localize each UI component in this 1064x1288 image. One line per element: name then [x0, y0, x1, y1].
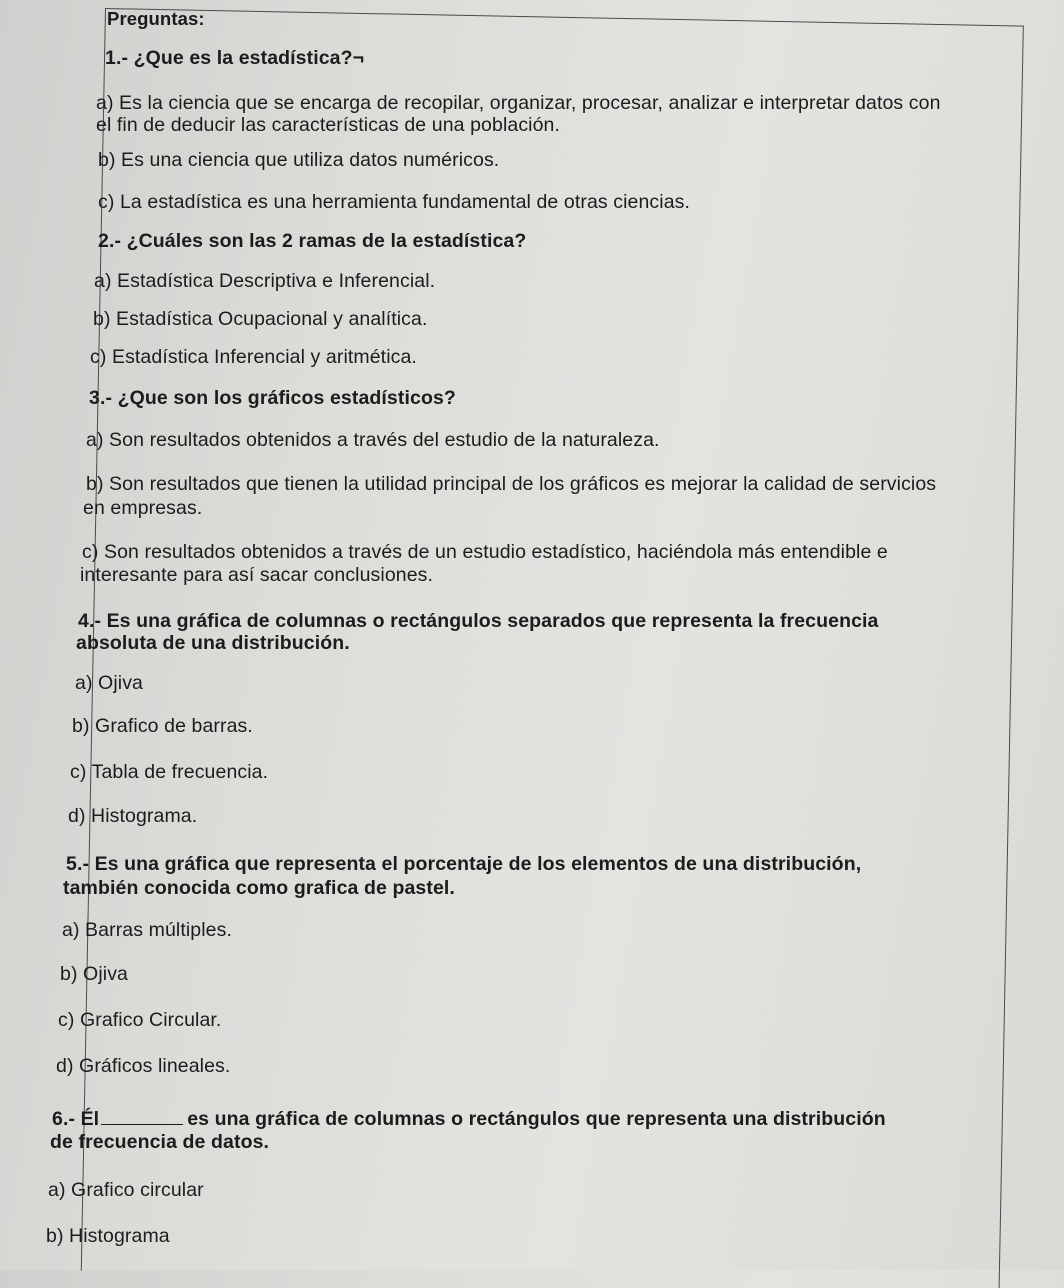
question-6-option-b: b) Histograma	[46, 1225, 170, 1247]
question-6-prompt-line-1	[52, 1107, 886, 1131]
question-3-option-b-line-1: b) Son resultados que tienen la utilidad principal de los gráficos es mejorar la calidad de servicios	[86, 473, 937, 495]
question-5-prompt-line-1: 5.- Es una gráfica que representa el porcentaje de los elementos de una distribución,	[66, 853, 862, 875]
question-1-option-c: c) La estadística es una herramienta fundamental de otras ciencias.	[98, 191, 691, 213]
question-3-option-c-line-2: interesante para así sacar conclusiones.	[80, 564, 434, 586]
question-5-option-d: d) Gráficos lineales.	[56, 1055, 231, 1077]
question-4-option-c: c) Tabla de frecuencia.	[70, 761, 269, 783]
question-4-prompt-line-1: 4.- Es una gráfica de columnas o rectángulos separados que representa la frecuencia	[78, 610, 879, 632]
question-4-option-d: d) Histograma.	[68, 805, 198, 827]
question-3-prompt: 3.- ¿Que son los gráficos estadísticos?	[89, 387, 456, 409]
question-1-option-a-line-1: a) Es la ciencia que se encarga de recopilar, organizar, procesar, analizar e interpretar datos con	[96, 92, 941, 114]
question-1-option-a-line-2: el fin de deducir las características de una población.	[96, 114, 561, 136]
question-6-option-a: a) Grafico circular	[48, 1179, 204, 1201]
question-2-option-b: b) Estadística Ocupacional y analítica.	[93, 308, 428, 330]
question-6-prompt-end: es una gráfica de columnas o rectángulos que representa una distribución	[187, 1108, 886, 1130]
worksheet-header: Preguntas:	[107, 8, 205, 29]
question-6-prompt-line-2: de frecuencia de datos.	[50, 1131, 270, 1153]
question-5-option-a: a) Barras múltiples.	[62, 919, 232, 941]
question-3-option-a: a) Son resultados obtenidos a través del estudio de la naturaleza.	[86, 429, 660, 451]
question-2-option-a: a) Estadística Descriptiva e Inferencial.	[94, 270, 436, 292]
question-2-prompt: 2.- ¿Cuáles son las 2 ramas de la estadística?	[98, 230, 527, 252]
question-5-option-b: b) Ojiva	[60, 963, 128, 985]
question-3-option-c-line-1: c) Son resultados obtenidos a través de un estudio estadístico, haciéndola más entendible e	[82, 541, 888, 563]
question-4-option-a: a) Ojiva	[75, 672, 143, 694]
question-4-prompt-line-2: absoluta de una distribución.	[76, 632, 350, 654]
question-6-prompt-start: 6.- Él	[52, 1108, 100, 1130]
question-1-option-b: b) Es una ciencia que utiliza datos numéricos.	[98, 149, 500, 171]
question-5-option-c: c) Grafico Circular.	[58, 1009, 222, 1031]
question-4-option-b: b) Grafico de barras.	[72, 715, 253, 737]
question-1-prompt: 1.- ¿Que es la estadística?¬	[105, 47, 365, 69]
question-5-prompt-line-2: también conocida como grafica de pastel.	[63, 877, 455, 899]
question-2-option-c: c) Estadística Inferencial y aritmética.	[90, 346, 417, 368]
answer-blank	[101, 1108, 183, 1125]
question-3-option-b-line-2: en empresas.	[83, 497, 203, 519]
